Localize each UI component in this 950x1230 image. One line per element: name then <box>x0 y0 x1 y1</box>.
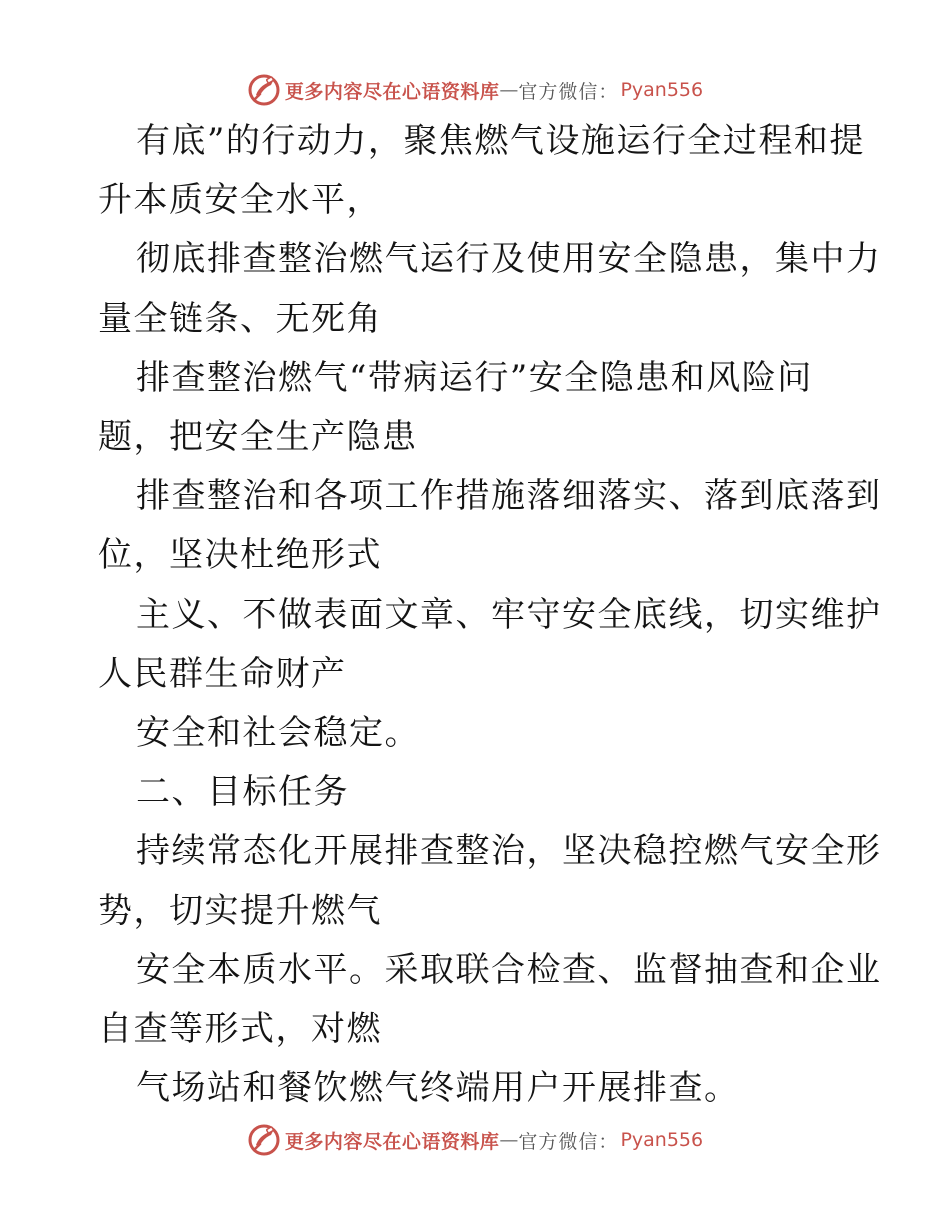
footer-watermark <box>0 1122 950 1158</box>
paragraph-line: 势，切实提升燃气 <box>98 890 382 931</box>
paragraph-line: 有底”的行动力，聚焦燃气设施运行全过程和提 <box>136 121 865 161</box>
watermark-brand: 更多内容尽在心语资料库 <box>284 1130 500 1153</box>
watermark-separator: — <box>499 1129 519 1151</box>
paragraph-line: 主义、不做表面文章、牢守安全底线，切实维护 <box>136 594 882 635</box>
paragraph-line: 排查整治和各项工作措施落细落实、落到底落到 <box>136 476 882 517</box>
watermark-wechat-id: Pyan556 <box>620 79 704 101</box>
paragraph-line: 题，把安全生产隐患 <box>98 417 418 458</box>
watermark-brand: 更多内容尽在心语资料库 <box>284 80 500 103</box>
watermark-label: 官方微信： <box>518 1130 619 1153</box>
paragraph-line: 自查等形式，对燃 <box>98 1009 382 1050</box>
paragraph-line: 量全链条、无死角 <box>98 298 382 339</box>
section-heading: 二、目标任务 <box>136 772 349 813</box>
paragraph-line: 人民群生命财产 <box>98 653 347 694</box>
watermark-wechat-id: Pyan556 <box>620 1129 704 1151</box>
book-pen-logo-icon <box>247 73 281 107</box>
paragraph-line: 安全本质水平。采取联合检查、监督抽查和企业 <box>136 949 882 990</box>
paragraph-line: 位，坚决杜绝形式 <box>98 535 382 576</box>
paragraph-line: 气场站和餐饮燃气终端用户开展排查。 <box>136 1068 740 1109</box>
paragraph-line: 持续常态化开展排查整治，坚决稳控燃气安全形 <box>136 831 882 872</box>
header-watermark <box>0 72 950 108</box>
book-pen-logo-icon <box>247 1123 281 1157</box>
paragraph-line: 彻底排查整治燃气运行及使用安全隐患，集中力 <box>136 239 882 280</box>
paragraph-line: 排查整治燃气“带病运行”安全隐患和风险问 <box>136 357 813 398</box>
watermark-separator: — <box>499 79 519 101</box>
paragraph-line: 升本质安全水平， <box>98 180 382 221</box>
paragraph-line: 安全和社会稳定。 <box>136 713 420 754</box>
watermark-label: 官方微信： <box>518 80 619 103</box>
document-body <box>98 112 882 1118</box>
